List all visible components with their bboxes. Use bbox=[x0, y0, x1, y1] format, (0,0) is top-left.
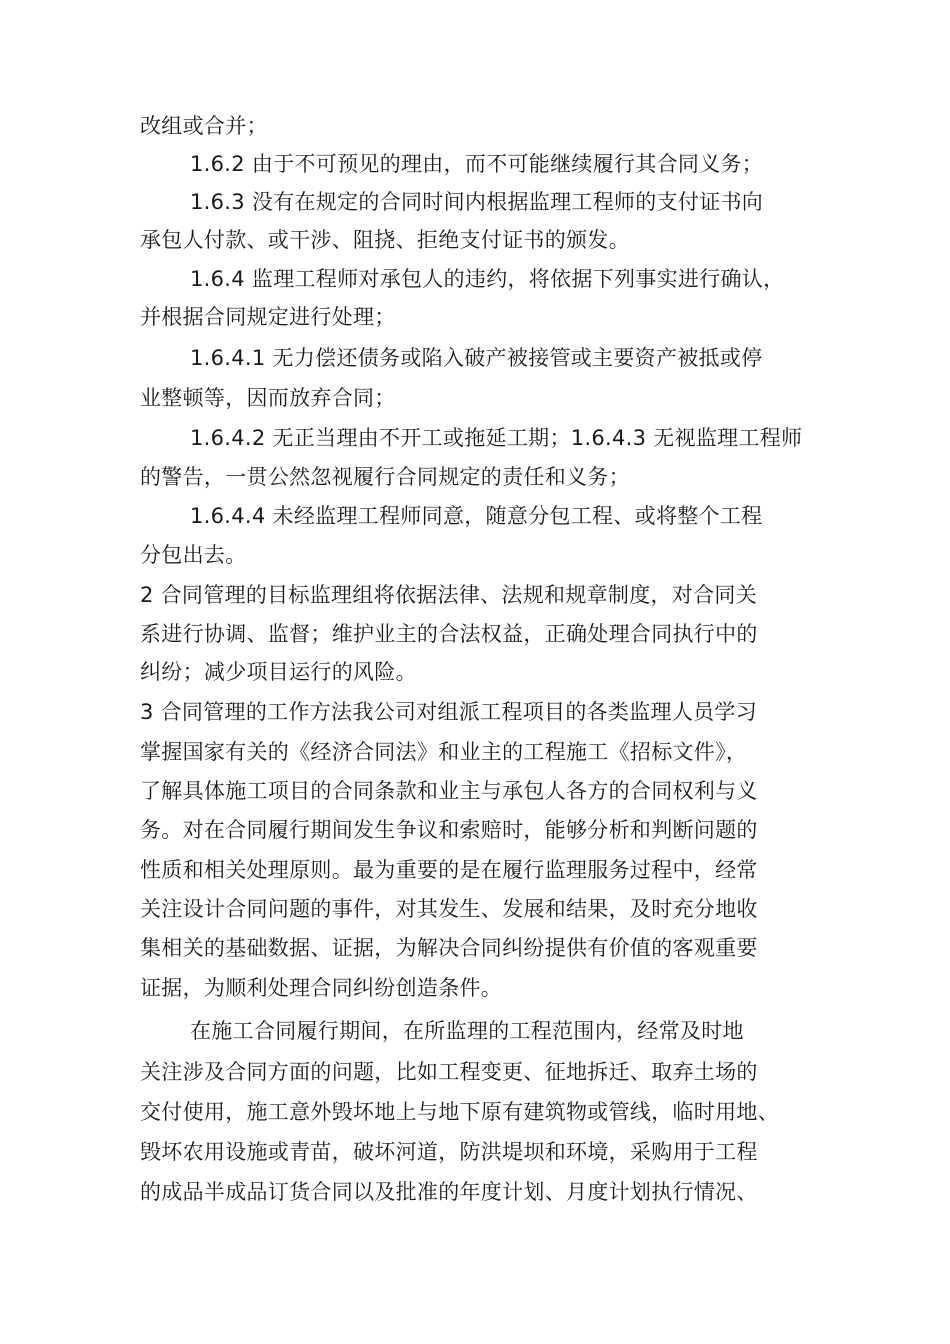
text-line: 集相关的基础数据、证据，为解决合同纠纷提供有价值的客观重要 bbox=[140, 936, 758, 960]
text-line: 1.6.4 监理工程师对承包人的违约，将依据下列事实进行确认， bbox=[190, 267, 785, 291]
text-line: 承包人付款、或干涉、阻挠、拒绝支付证书的颁发。 bbox=[140, 228, 630, 252]
text-line: 1.6.4.1 无力偿还债务或陷入破产被接管或主要资产被抵或停 bbox=[190, 346, 763, 370]
text-line: 掌握国家有关的《经济合同法》和业主的工程施工《招标文件》， bbox=[140, 740, 748, 764]
text-line: 2 合同管理的目标监理组将依据法律、法规和规章制度，对合同关 bbox=[140, 583, 758, 607]
text-line: 1.6.4.4 未经监理工程师同意，随意分包工程、或将整个工程 bbox=[190, 504, 763, 528]
text-line: 证据，为顺利处理合同纠纷创造条件。 bbox=[140, 976, 503, 1000]
text-line: 在施工合同履行期间，在所监理的工程范围内，经常及时地 bbox=[190, 1019, 744, 1043]
text-line: 并根据合同规定进行处理； bbox=[140, 305, 396, 329]
text-line: 务。对在合同履行期间发生争议和索赔时，能够分析和判断问题的 bbox=[140, 818, 758, 842]
text-line: 关注设计合同问题的事件，对其发生、发展和结果，及时充分地收 bbox=[140, 897, 758, 921]
text-line: 改组或合并； bbox=[140, 114, 268, 138]
text-line: 1.6.2 由于不可预见的理由，而不可能继续履行其合同义务； bbox=[190, 152, 764, 176]
text-line: 性质和相关处理原则。最为重要的是在履行监理服务过程中，经常 bbox=[140, 858, 758, 882]
text-line: 1.6.4.2 无正当理由不开工或拖延工期；1.6.4.3 无视监理工程师 bbox=[190, 426, 803, 450]
text-line: 业整顿等，因而放弃合同； bbox=[140, 386, 396, 410]
text-line: 1.6.3 没有在规定的合同时间内根据监理工程师的支付证书向 bbox=[190, 190, 764, 214]
text-line: 3 合同管理的工作方法我公司对组派工程项目的各类监理人员学习 bbox=[140, 700, 758, 724]
text-line: 的警告，一贯公然忽视履行合同规定的责任和义务； bbox=[140, 465, 630, 489]
text-line: 了解具体施工项目的合同条款和业主与承包人各方的合同权利与义 bbox=[140, 779, 758, 803]
text-line: 的成品半成品订货合同以及批准的年度计划、月度计划执行情况、 bbox=[140, 1180, 758, 1204]
text-line: 系进行协调、监督；维护业主的合法权益，正确处理合同执行中的 bbox=[140, 622, 758, 646]
text-line: 毁坏农用设施或青苗，破坏河道，防洪堤坝和环境，采购用于工程 bbox=[140, 1140, 758, 1164]
text-line: 关注涉及合同方面的问题，比如工程变更、征地拆迁、取弃土场的 bbox=[140, 1060, 758, 1084]
text-line: 分包出去。 bbox=[140, 543, 247, 567]
text-line: 交付使用，施工意外毁坏地上与地下原有建筑物或管线，临时用地、 bbox=[140, 1100, 779, 1124]
text-line: 纠纷；减少项目运行的风险。 bbox=[140, 660, 417, 684]
